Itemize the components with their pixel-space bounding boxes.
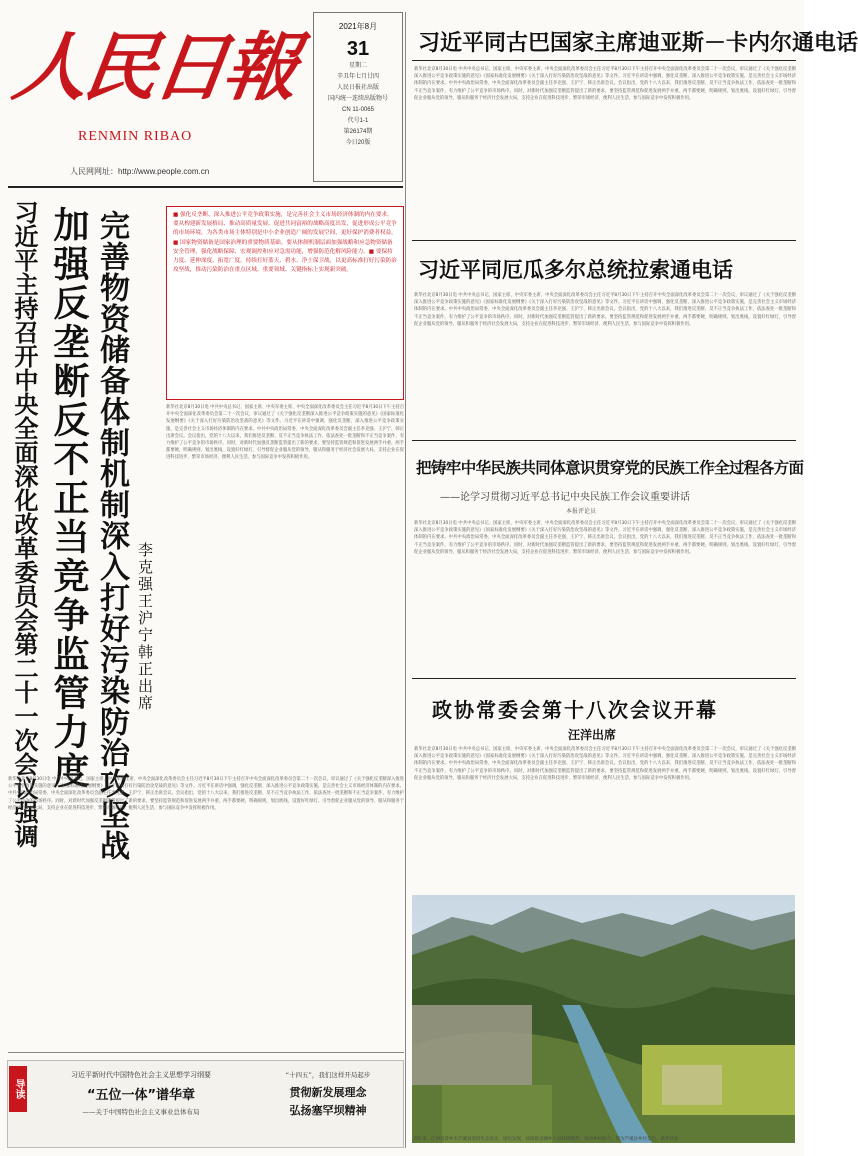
article-body-ethnic: 新华社北京8月30日电 中共中央总书记、国家主席、中央军委主席、中央全面深化改革委员会主任习近平8月30日下午主持召开中央全面深化改革委员会第二十一次会议，审议通过了《关于强化反垄断深入推进公平竞争政策实施的意见》《国家标准化发展纲要》《关于深入打好污染防治攻坚战的意见》等文件。习近平在讲话中强调，强化反垄断、深入推进公平竞争政策实施，是完善社会主义市场经济体制的内在要求。中共中央政治局常委、中央全面深化改革委员会副主任李克强、王沪宁、韩正出席会议。会议指出，党的十八大以来，我们推进反垄断、反不正当竞争执法工作，依法查处一批垄断和不正当竞争案件，有力维护了公平竞争的市场秩序。同时，对新时代加强反垄断监管提出了新的要求，要坚持监管规范和促进发展两手并重、两手都要硬，明确规则，划出底线，设置好红绿灯，引导督促企业服从党的领导，服从和服务于经济社会发展大局，支持企业在促进科技进步、繁荣市场经济、便利人民生活、参与国际竞争中发挥积极作用。 xyxy=(414,521,796,555)
serial-label: 国内统一连续出版物号 xyxy=(327,96,388,102)
masthead-pinyin: RENMIN RIBAO xyxy=(78,129,193,144)
article-body-ecuador: 新华社北京8月30日电 中共中央总书记、国家主席、中央军委主席、中央全面深化改革委员会主任习近平8月30日下午主持召开中央全面深化改革委员会第二十一次会议，审议通过了《关于强化反垄断深入推进公平竞争政策实施的意见》《国家标准化发展纲要》《关于深入打好污染防治攻坚战的意见》等文件。习近平在讲话中强调，强化反垄断、深入推进公平竞争政策实施，是完善社会主义市场经济体制的内在要求。中共中央政治局常委、中央全面深化改革委员会副主任李克强、王沪宁、韩正出席会议。会议指出，党的十八大以来，我们推进反垄断、反不正当竞争执法工作，依法查处一批垄断和不正当竞争案件，有力维护了公平竞争的市场秩序。同时，对新时代加强反垄断监管提出了新的要求，要坚持监管规范和促进发展两手并重、两手都要硬，明确规则，划出底线，设置好红绿灯，引导督促企业服从党的领导，服从和服务于经济社会发展大局，支持企业在促进科技进步、繁荣市场经济、便利人民生活、参与国际竞争中发挥积极作用。 xyxy=(414,293,796,327)
lead-article-body-continued: 新华社北京8月30日电 中共中央总书记、国家主席、中央军委主席、中央全面深化改革委员会主任习近平8月30日下午主持召开中央全面深化改革委员会第二十一次会议，审议通过了《关于强化反垄断深入推进公平竞争政策实施的意见》《国家标准化发展纲要》《关于深入打好污染防治攻坚战的意见》等文件。习近平在讲话中强调，强化反垄断、深入推进公平竞争政策实施，是完善社会主义市场经济体制的内在要求。中共中央政治局常委、中央全面深化改革委员会副主任李克强、王沪宁、韩正出席会议。会议指出，党的十八大以来，我们推进反垄断、反不正当竞争执法工作，依法查处一批垄断和不正当竞争案件，有力维护了公平竞争的市场秩序。同时，对新时代加强反垄断监管提出了新的要求，要坚持监管规范和促进发展两手并重、两手都要硬，明确规则，划出底线，设置好红绿灯，引导督促企业服从党的领导，服从和服务于经济社会发展大局，支持企业在促进科技进步、繁荣市场经济、便利人民生活、参与国际竞争中发挥积极作用。 xyxy=(8,777,404,811)
byline-ethnic-work: 本报评论员 xyxy=(566,508,597,515)
guide-label: 导读 xyxy=(9,1066,27,1112)
headline-ethnic-work[interactable]: 把铸牢中华民族共同体意识贯穿党的民族工作全过程各方面 xyxy=(416,459,804,477)
lead-main-headline-1[interactable]: 加强反垄断反不正当竞争监管力度 xyxy=(48,206,89,791)
guide-item-title-line2: 弘扬塞罕坝精神 xyxy=(289,1104,367,1117)
masthead-logo: 人民日報 xyxy=(7,25,301,111)
photo-caption: 近年来，江西省萍乡市芦溪县坚持生态优先、绿色发展，持续推进城乡人居环境整治，推动乡村振兴。图为芦溪县乡村景色。新华社发 xyxy=(413,1137,679,1142)
landscape-photo-graphic xyxy=(412,895,795,1143)
divider xyxy=(412,678,796,679)
subhead-ethnic-work: ——论学习贯彻习近平总书记中央民族工作会议重要讲话 xyxy=(440,492,690,503)
masthead-url[interactable]: 人民网网址：http://www.people.com.cn xyxy=(70,167,210,176)
postal-code: 代号1-1 xyxy=(347,118,369,124)
divider xyxy=(412,60,796,61)
column-divider xyxy=(405,12,406,1148)
guide-item-title-line1: 贯彻新发展理念 xyxy=(289,1086,367,1099)
lead-leader-headline[interactable]: 习近平主持召开中央全面深化改革委员会第二十一次会议强调 xyxy=(10,200,38,848)
issue-day: 31 xyxy=(346,38,370,60)
lead-main-headline-2[interactable]: 完善物资储备体制机制深入打好污染防治攻坚战 xyxy=(94,210,129,861)
lead-article-body: 新华社北京8月30日电 中共中央总书记、国家主席、中央军委主席、中央全面深化改革委员会主任习近平8月30日下午主持召开中央全面深化改革委员会第二十一次会议，审议通过了《关于强化反垄断深入推进公平竞争政策实施的意见》《国家标准化发展纲要》《关于深入打好污染防治攻坚战的意见》等文件。习近平在讲话中强调，强化反垄断、深入推进公平竞争政策实施，是完善社会主义市场经济体制的内在要求。中共中央政治局常委、中央全面深化改革委员会副主任李克强、王沪宁、韩正出席会议。会议指出，党的十八大以来，我们推进反垄断、反不正当竞争执法工作，依法查处一批垄断和不正当竞争案件，有力维护了公平竞争的市场秩序。同时，对新时代加强反垄断监管提出了新的要求，要坚持监管规范和促进发展两手并重、两手都要硬，明确规则，划出底线，设置好红绿灯，引导督促企业服从党的领导，服从和服务于经济社会发展大局，支持企业在促进科技进步、繁荣市场经济、便利人民生活、参与国际竞争中发挥积极作用。 xyxy=(166,405,404,461)
divider xyxy=(8,186,403,188)
landscape-photo xyxy=(412,895,795,1143)
issue-date-box xyxy=(313,12,403,182)
page-count: 今日20版 xyxy=(345,140,371,146)
headline-ecuador-call[interactable]: 习近平同厄瓜多尔总统拉索通电话 xyxy=(418,258,733,282)
guide-item-kicker: 习近平新时代中国特色社会主义思想学习纲要 xyxy=(71,1071,211,1079)
guide-item-saihanba[interactable] xyxy=(260,1070,396,1118)
guide-item-subtitle: ——关于中国特色社会主义事业总体布局 xyxy=(82,1108,200,1116)
divider xyxy=(412,440,796,441)
divider xyxy=(412,240,796,241)
issue-weekday: 星期二 xyxy=(348,63,367,69)
headline-cppcc[interactable]: 政协常委会第十八次会议开幕 xyxy=(432,698,718,722)
publisher: 人民日报社出版 xyxy=(336,85,379,91)
lead-summary-text: ■ 强化反垄断、深入推进公平竞争政策实施，是完善社会主义市场经济体制的内在要求。要从构建新发展格局、推动高质量发展、促进共同富裕的战略高度出发，促进形成公平竞争的市场环境，为各类市场主体特别是中小企业创造广阔的发展空间，更好保护消费者权益。■ 国家物资储备是国家治理的重要物质基础。要从体制机制层面加强战略和应急物资储备安全管理，强化战略保障、宏观调控和应对急需功能，增强防范化解风险能力。■ 要保持力度、延伸深度、拓宽广度，持续打好蓝天、碧水、净土保卫战，以更高标准打好污染防治攻坚战，推动污染防治在重点区域、重要领域、关键指标上实现新突破。 xyxy=(173,212,397,274)
issue-year-month: 2021年8月 xyxy=(338,22,378,31)
issue-number: 第26174期 xyxy=(343,129,373,135)
lead-summary-box xyxy=(166,206,404,400)
article-body-cppcc: 新华社北京8月30日电 中共中央总书记、国家主席、中央军委主席、中央全面深化改革委员会主任习近平8月30日下午主持召开中央全面深化改革委员会第二十一次会议，审议通过了《关于强化反垄断深入推进公平竞争政策实施的意见》《国家标准化发展纲要》《关于深入打好污染防治攻坚战的意见》等文件。习近平在讲话中强调，强化反垄断、深入推进公平竞争政策实施，是完善社会主义市场经济体制的内在要求。中共中央政治局常委、中央全面深化改革委员会副主任李克强、王沪宁、韩正出席会议。会议指出，党的十八大以来，我们推进反垄断、反不正当竞争执法工作，依法查处一批垄断和不正当竞争案件，有力维护了公平竞争的市场秩序。同时，对新时代加强反垄断监管提出了新的要求，要坚持监管规范和促进发展两手并重、两手都要硬，明确规则，划出底线，设置好红绿灯，引导督促企业服从党的领导，服从和服务于经济社会发展大局，支持企业在促进科技进步、繁荣市场经济、便利人民生活、参与国际竞争中发挥积极作用。 xyxy=(414,747,796,781)
issue-lunar-date: 辛丑年七月廿四 xyxy=(336,74,379,80)
serial-number: CN 11-0065 xyxy=(342,107,374,113)
subhead-cppcc: 汪洋出席 xyxy=(568,728,617,742)
guide-item-kicker: “十四五”，我们这样开局起步 xyxy=(285,1071,371,1079)
divider xyxy=(8,1052,404,1053)
guide-item-title: “五位一体”谱华章 xyxy=(86,1088,196,1103)
headline-cuba-call[interactable]: 习近平同古巴国家主席迪亚斯－卡内尔通电话 xyxy=(418,31,858,56)
lead-subheadline: 李克强王沪宁韩正出席 xyxy=(136,542,154,712)
article-body-cuba: 新华社北京8月30日电 中共中央总书记、国家主席、中央军委主席、中央全面深化改革委员会主任习近平8月30日下午主持召开中央全面深化改革委员会第二十一次会议，审议通过了《关于强化反垄断深入推进公平竞争政策实施的意见》《国家标准化发展纲要》《关于深入打好污染防治攻坚战的意见》等文件。习近平在讲话中强调，强化反垄断、深入推进公平竞争政策实施，是完善社会主义市场经济体制的内在要求。中共中央政治局常委、中央全面深化改革委员会副主任李克强、王沪宁、韩正出席会议。会议指出，党的十八大以来，我们推进反垄断、反不正当竞争执法工作，依法查处一批垄断和不正当竞争案件，有力维护了公平竞争的市场秩序。同时，对新时代加强反垄断监管提出了新的要求，要坚持监管规范和促进发展两手并重、两手都要硬，明确规则，划出底线，设置好红绿灯，引导督促企业服从党的领导，服从和服务于经济社会发展大局，支持企业在促进科技进步、繁荣市场经济、便利人民生活、参与国际竞争中发挥积极作用。 xyxy=(414,67,796,101)
guide-item-five-in-one[interactable] xyxy=(34,1070,248,1116)
